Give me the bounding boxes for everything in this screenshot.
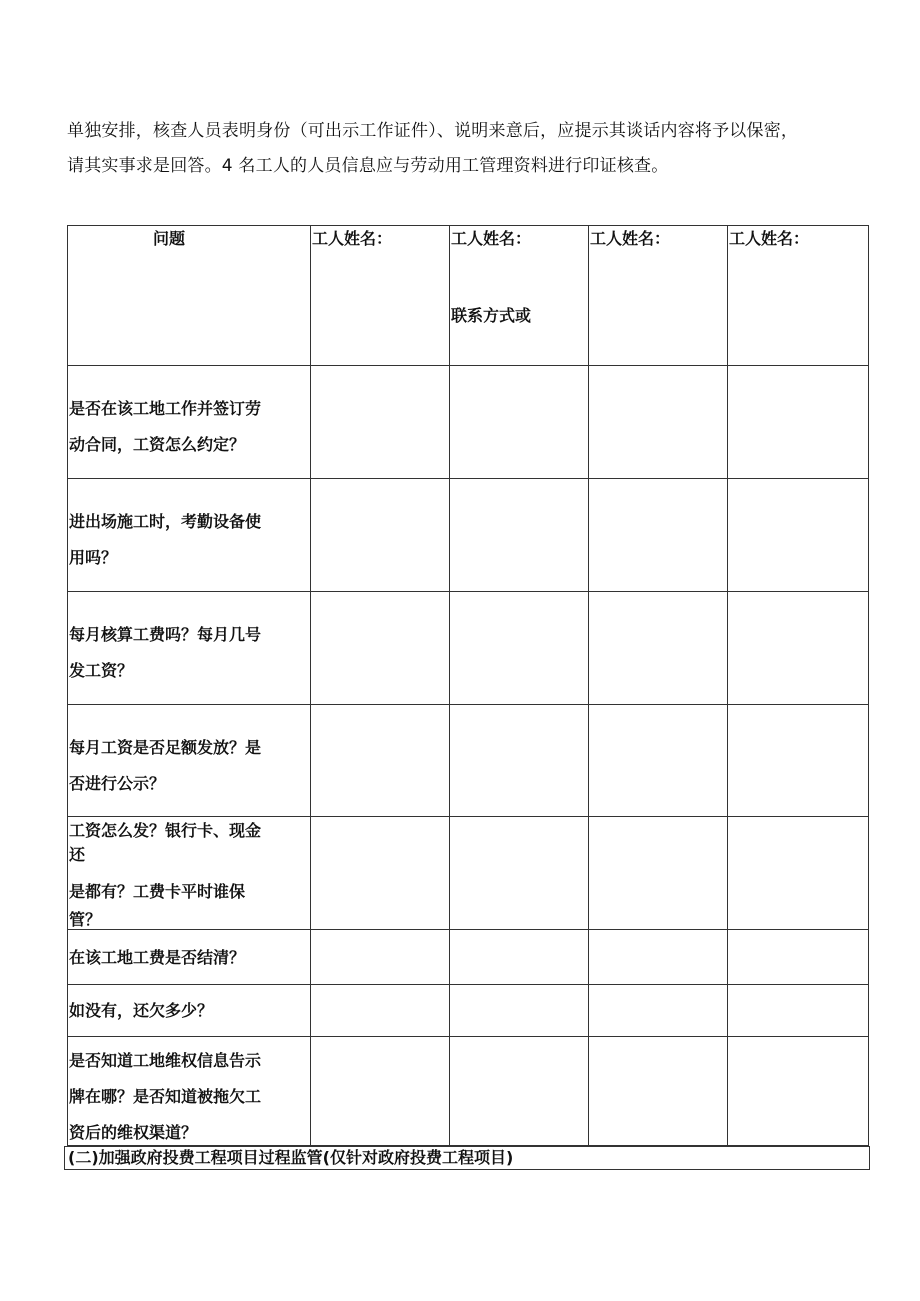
question-cell [68,366,311,479]
answer-cell[interactable] [311,1037,450,1146]
question-line: 是都有？工费卡平时谁保 [69,882,246,901]
question-line: 资后的维权渠道？ [69,1123,198,1142]
answer-cell[interactable] [311,479,450,592]
answer-cell[interactable] [450,705,589,817]
table-row [68,705,869,817]
answer-cell[interactable] [450,592,589,705]
answer-cell[interactable] [311,985,450,1037]
answer-cell[interactable] [589,366,728,479]
worker-4-name-label: 工人姓名： [729,229,810,248]
question-line: 管？ [69,910,102,929]
answer-cell[interactable] [589,1037,728,1146]
answer-cell[interactable] [311,592,450,705]
question-line: 否进行公示？ [69,774,166,793]
answer-cell[interactable] [589,930,728,985]
answer-cell[interactable] [450,930,589,985]
worker-interview-table [67,225,869,1146]
table-row [68,817,869,930]
question-cell [68,930,311,985]
worker-3-name-label: 工人姓名： [590,229,671,248]
table-row [68,366,869,479]
question-line: 用吗？ [69,548,118,567]
question-line: 如没有，还欠多少？ [69,1001,214,1020]
answer-cell[interactable] [728,479,869,592]
question-line: 牌在哪？是否知道被拖欠工 [69,1087,262,1106]
answer-cell[interactable] [728,985,869,1037]
header-row [68,226,869,366]
answer-cell[interactable] [450,817,589,930]
question-cell [68,1037,311,1146]
question-cell [68,985,311,1037]
worker-2-name-label: 工人姓名： [451,229,532,248]
question-cell [68,592,311,705]
answer-cell[interactable] [589,592,728,705]
answer-cell[interactable] [311,366,450,479]
question-line: 动合同，工资怎么约定？ [69,435,246,454]
answer-cell[interactable] [311,817,450,930]
table-row [68,1037,869,1146]
answer-cell[interactable] [728,1037,869,1146]
worker-4-header [728,226,869,366]
question-header-cell [68,226,311,366]
question-cell [68,817,311,930]
answer-cell[interactable] [728,592,869,705]
answer-cell[interactable] [450,479,589,592]
question-cell [68,705,311,817]
answer-cell[interactable] [589,985,728,1037]
answer-cell[interactable] [728,930,869,985]
intro-paragraph [67,114,867,184]
question-line: 进出场施工时，考勤设备使 [69,512,262,531]
intro-line-2: 请其实事求是回答。4 名工人的人员信息应与劳动用工管理资料进行印证核查。 [67,156,669,176]
question-line: 在该工地工费是否结清？ [69,948,246,967]
question-line: 每月工资是否足额发放？是 [69,738,262,757]
worker-3-header [589,226,728,366]
answer-cell[interactable] [450,985,589,1037]
question-line: 每月核算工费吗？每月几号 [69,625,262,644]
question-line: 还 [69,845,86,864]
table-row [68,479,869,592]
question-line: 是否知道工地维权信息告示 [69,1051,262,1070]
worker-2-header [450,226,589,366]
worker-2-contact-label: 联系方式或 [451,306,532,325]
question-line: 工资怎么发？银行卡、现金 [69,821,262,840]
table-row [68,592,869,705]
answer-cell[interactable] [450,366,589,479]
answer-cell[interactable] [311,930,450,985]
worker-1-name-label: 工人姓名： [312,229,393,248]
question-header: 问题 [152,229,185,248]
answer-cell[interactable] [589,705,728,817]
answer-cell[interactable] [450,1037,589,1146]
worker-1-header [311,226,450,366]
answer-cell[interactable] [589,817,728,930]
question-cell [68,479,311,592]
table-row [68,930,869,985]
table-row [68,985,869,1037]
answer-cell[interactable] [728,366,869,479]
intro-line-1: 单独安排，核查人员表明身份（可出示工作证件）、说明来意后，应提示其谈话内容将予以保密， [67,121,799,141]
answer-cell[interactable] [311,705,450,817]
answer-cell[interactable] [728,705,869,817]
section-heading: (二)加强政府投费工程项目过程监管(仅针对政府投费工程项目) [64,1146,870,1170]
question-line: 是否在该工地工作并签订劳 [69,399,262,418]
answer-cell[interactable] [589,479,728,592]
answer-cell[interactable] [728,817,869,930]
question-line: 发工资？ [69,661,134,680]
